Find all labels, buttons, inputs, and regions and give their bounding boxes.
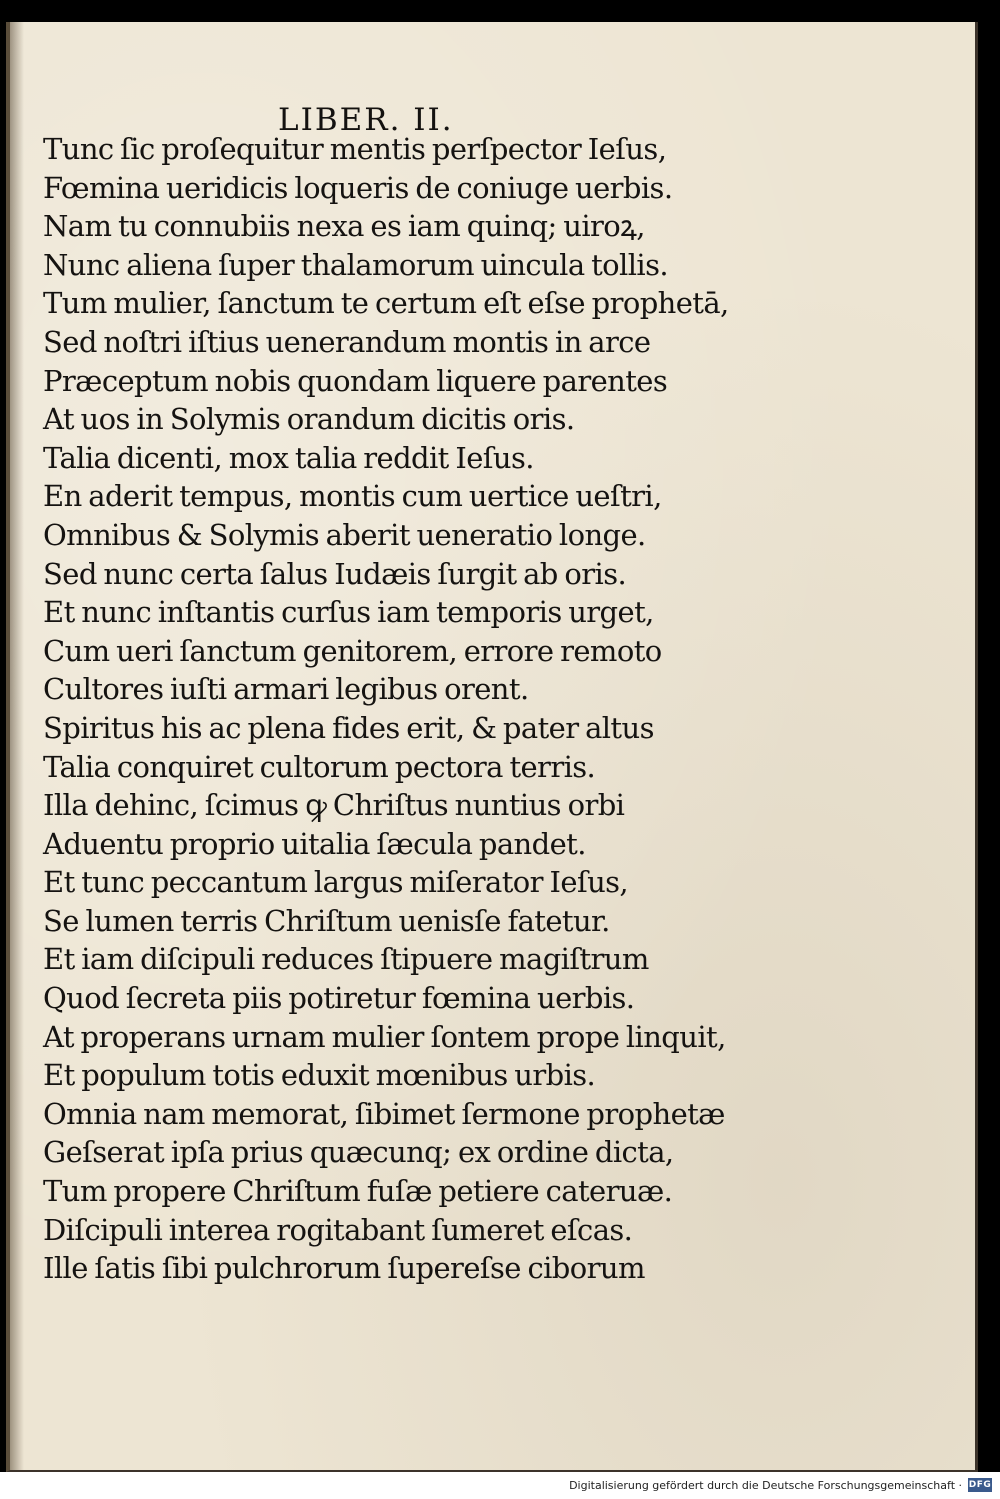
verse-line: Geſserat ipſa prius quæcunq; ex ordine dicta, bbox=[43, 1135, 674, 1170]
book-page bbox=[6, 22, 978, 1472]
verse-line: Sed nunc certa ſalus Iudæis ſurgit ab oris. bbox=[43, 556, 627, 591]
dfg-logo: DFG bbox=[968, 1480, 992, 1490]
running-head: LIBER. II. bbox=[278, 102, 454, 138]
verse-line: Talia conquiret cultorum pectora terris. bbox=[43, 749, 596, 784]
verse-line: Ille ſatis ſibi pulchrorum ſupereſse ciborum bbox=[43, 1251, 645, 1286]
verse-line: Et nunc inſtantis curſus iam temporis urget, bbox=[43, 595, 654, 630]
verse-line: At uos in Solymis orandum dicitis oris. bbox=[43, 402, 575, 437]
verse-line: Illa dehinc, ſcimus ꝙ Chriſtus nuntius orbi bbox=[43, 788, 625, 823]
verse-line: Et iam diſcipuli reduces ſtipuere magiſtrum bbox=[43, 942, 649, 977]
verse-line: En aderit tempus, montis cum uertice ueſtri, bbox=[43, 479, 662, 514]
verse-line: Tunc ſic proſequitur mentis perſpector Ieſus, bbox=[43, 132, 667, 166]
verse-line: Præceptum nobis quondam liquere parentes bbox=[43, 363, 668, 398]
verse-line: Diſcipuli interea rogitabant ſumeret eſcas. bbox=[43, 1212, 633, 1247]
verse-line: Et populum totis eduxit mœnibus urbis. bbox=[43, 1058, 596, 1093]
verse-line: Fœmina ueridicis loqueris de coniuge uerbis. bbox=[43, 170, 673, 205]
verse-line: Tum mulier, ſanctum te certum eſt eſse prophetā, bbox=[43, 286, 729, 321]
verse-line: At properans urnam mulier ſontem prope linquit, bbox=[43, 1019, 726, 1054]
verse-line: Nunc aliena ſuper thalamorum uincula tollis. bbox=[43, 247, 668, 282]
page-gutter-shadow bbox=[10, 22, 24, 1470]
verse-line: Aduentu proprio uitalia ſæcula pandet. bbox=[43, 826, 586, 861]
verse-line: Omnia nam memorat, ſibimet ſermone prophetæ bbox=[43, 1096, 725, 1131]
verse-line: Cum ueri ſanctum genitorem, errore remoto bbox=[43, 633, 662, 668]
verse-line: Sed noſtri iſtius uenerandum montis in arce bbox=[43, 324, 651, 359]
verse-line: Cultores iuſti armari legibus orent. bbox=[43, 672, 529, 707]
verse-line: Nam tu connubiis nexa es iam quinq; uiroꝝ, bbox=[43, 209, 645, 244]
verse-line: Quod ſecreta piis potiretur fœmina uerbis. bbox=[43, 981, 635, 1016]
verse-line: Talia dicenti, mox talia reddit Ieſus. bbox=[43, 440, 534, 475]
footer-bar bbox=[0, 1472, 1000, 1499]
verse-line: Et tunc peccantum largus miſerator Ieſus, bbox=[43, 865, 629, 900]
verse-line: Tum propere Chriſtum fuſæ petiere cateruæ. bbox=[43, 1174, 673, 1209]
verse-text bbox=[43, 130, 763, 1288]
verse-line: Omnibus & Solymis aberit ueneratio longe. bbox=[43, 517, 646, 552]
funding-credit: Digitalisierung gefördert durch die Deutsche Forschungsgemeinschaft · bbox=[569, 1479, 962, 1492]
verse-line: Spiritus his ac plena fides erit, & pater altus bbox=[43, 710, 654, 745]
verse-line: Se lumen terris Chriſtum uenisſe fatetur. bbox=[43, 903, 610, 938]
